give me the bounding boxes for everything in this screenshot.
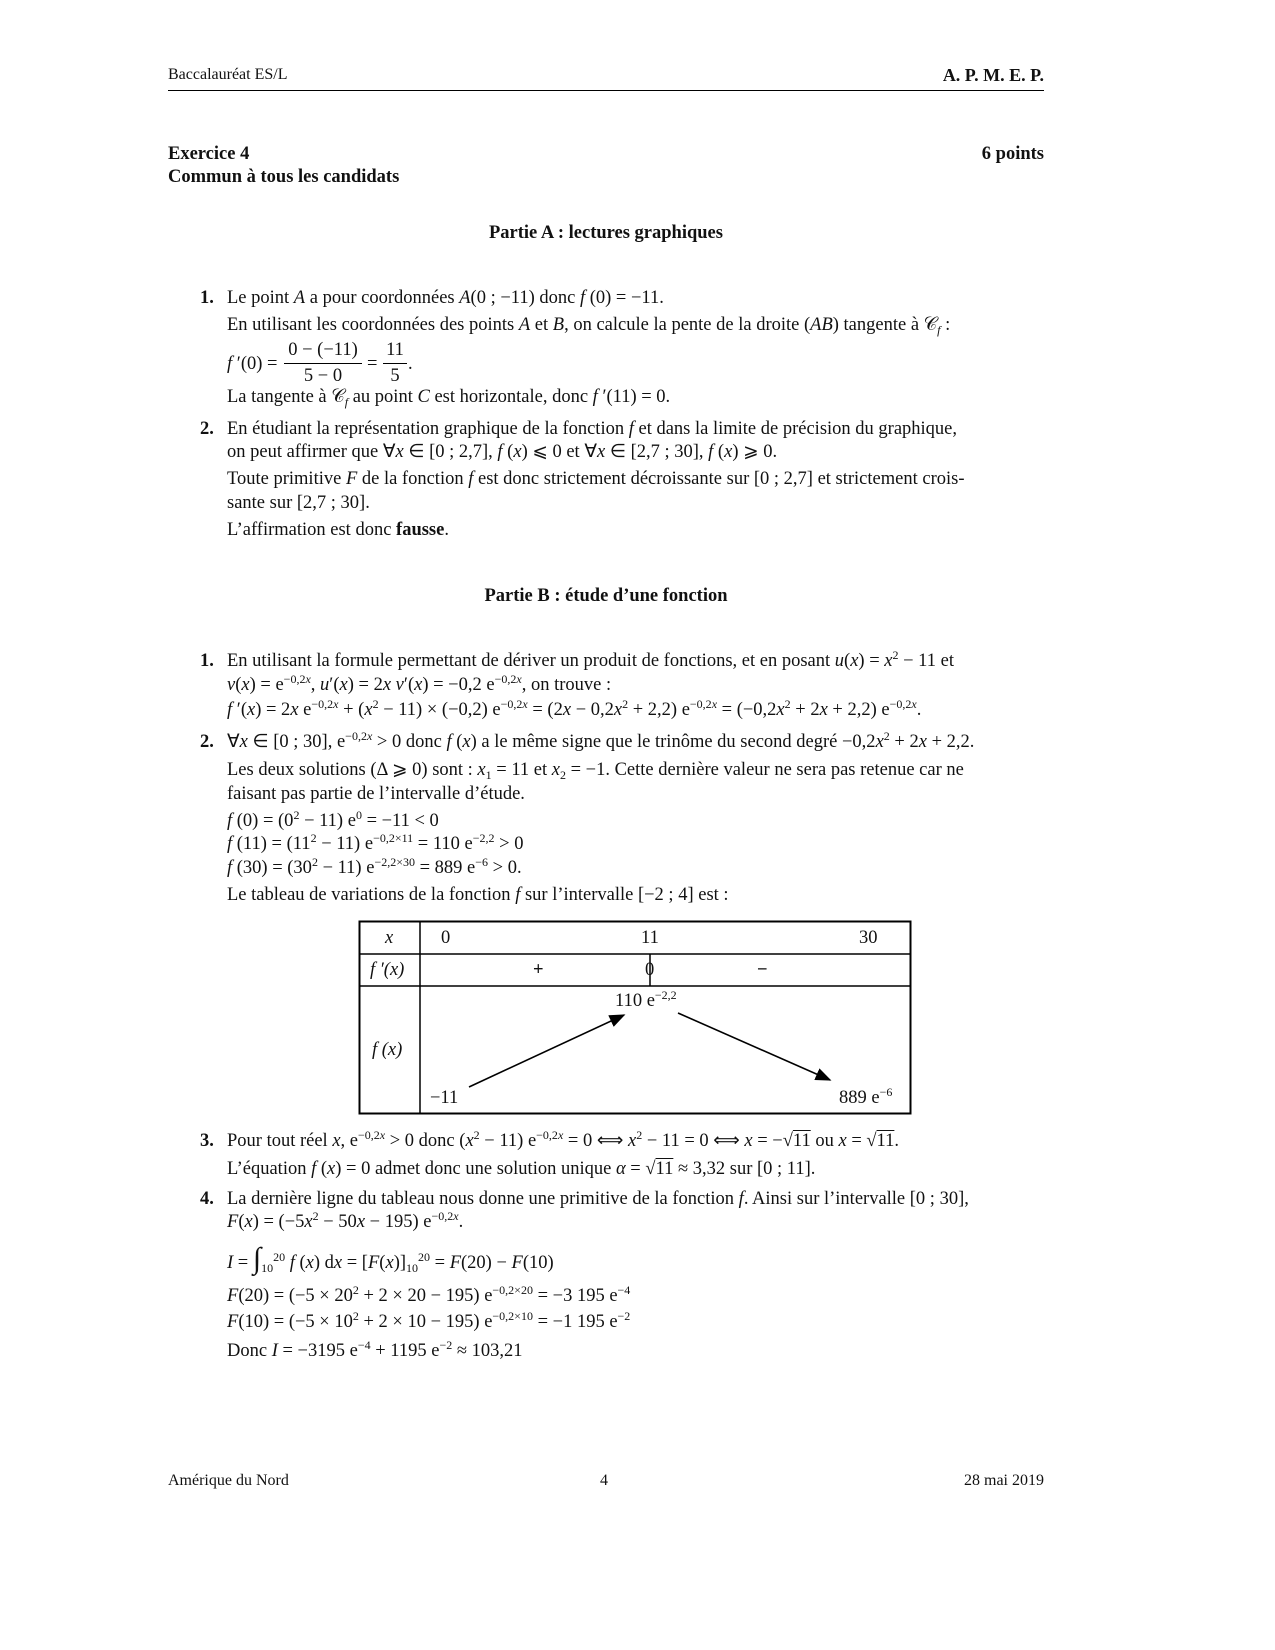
text-line: En étudiant la représentation graphique de la fonction f et dans la limite de précision du graphique,: [227, 419, 958, 439]
fraction-denominator: 5: [390, 366, 400, 386]
footer-right: 28 mai 2019: [964, 1472, 1044, 1489]
text-line: Pour tout réel x, $e^{-0,2x} > 0$ donc $(x^2 - 11) e^{-0,2x} = 0$ ⟺ $x^2 - 11 = 0$ ⟺ x = −√11 ou x = √11.: [227, 1128, 899, 1151]
table-x-value: 0: [441, 928, 451, 948]
exercise-points: 6 points: [981, 144, 1044, 164]
part-b-title: Partie B : étude d’une fonction: [484, 586, 728, 606]
end-exponent: −6: [879, 1085, 893, 1099]
header-left: Baccalauréat ES/L: [168, 66, 288, 83]
text-line: Les deux solutions (Δ ⩾ 0) sont : $x_1 = 11$ et $x_2 = -1$. Cette dernière valeur ne sera pas retenue car ne: [227, 760, 964, 782]
text-line: La dernière ligne du tableau nous donne une primitive de la fonction f. Ainsi sur l’intervalle [0 ; 30],: [227, 1189, 969, 1209]
text-line: $F(20) = (-5 \times 20^2 + 2 \times 20 - 195)$ $e^{-0,2\times 20} = -3$ 195 $e^{-4}$: [227, 1283, 631, 1306]
item-number: 2.: [200, 419, 214, 439]
text-line: on peut affirmer que ∀x ∈ [0 ; 2,7], f (x) ⩽ 0 et ∀x ∈ [2,7 ; 30], f (x) ⩾ 0.: [227, 442, 778, 462]
table-x-label: x: [385, 928, 394, 948]
text-line: Toute primitive F de la fonction f est donc strictement décroissante sur [0 ; 2,7] et strictement crois-: [227, 469, 965, 489]
text-line: f $(11) = (11^2 - 11) e^{-0,2\times 11} = 110$ $e^{-2,2} > 0$: [227, 831, 524, 854]
text-line: $v(x) = e^{-0,2x}$, u′(x) = 2x v′(x) = −0,2 $e^{-0,2x}$, on trouve :: [227, 672, 612, 695]
table-fprime-label: f ′(x): [370, 960, 405, 980]
fraction-denominator: 5 − 0: [303, 366, 343, 386]
text-line: En utilisant les coordonnées des points A et B, on calcule la pente de la droite (AB) tangente à 𝒞$_f$ :: [227, 315, 951, 337]
text-line: Donc I = −3195 $e^{-4} + 1195$ $e^{-2} \approx 103,21$: [227, 1338, 523, 1361]
text-line: $F(10) = (-5 \times 10^2 + 2 \times 10 - 195)$ $e^{-0,2\times 10} = -1$ 195 $e^{-2}$: [227, 1309, 631, 1332]
text-line: L’affirmation est donc fausse.: [227, 520, 449, 540]
text-line: f ′(x) = 2x $e^{-0,2x} + (x^2 - 11) \times (-0,2) e^{-0,2x} = (2x - 0,2x^2 + 2,2) e^{-0,2x} = (-0,2x^2 + 2x + 2,2)$ $e^{-0,2x}$.: [227, 697, 922, 720]
text-line: Le tableau de variations de la fonction f sur l’intervalle [−2 ; 4] est :: [227, 885, 729, 905]
table-sign-zero: 0: [645, 960, 655, 980]
header-right: A. P. M. E. P.: [942, 65, 1044, 85]
item-number: 1.: [200, 288, 214, 308]
table-f-value-max: [615, 990, 677, 1012]
table-x-value: 11: [641, 928, 659, 948]
text-line: f $(0) = (0^2 - 11) e^0 = -11 < 0$: [227, 808, 439, 831]
max-exponent: −2,2: [654, 988, 677, 1002]
end-base: 889 e: [839, 1088, 880, 1108]
text-line: La tangente à 𝒞$_f$ au point C est horizontale, donc f ′(11) = 0.: [227, 387, 671, 409]
table-f-value-end: [839, 1087, 892, 1109]
text-line: $F(x) = (-5x^2 - 50x - 195)$ $e^{-0,2x}$.: [227, 1209, 464, 1232]
text-line: sante sur [2,7 ; 30].: [227, 493, 370, 513]
period: .: [408, 354, 413, 374]
integral-line: $I = \int_{10}^{20}$ f (x) dx = $[F(x)]_{10}^{20} = F(20) - F(10)$: [227, 1242, 554, 1275]
equals: =: [367, 354, 378, 374]
text-line: ∀x ∈ [0 ; 30], $e^{-0,2x} > 0$ donc f (x) a le même signe que le trinôme du second degré $-0,2x^2 + 2x + 2,2$.: [227, 729, 975, 752]
fraction-numerator: 11: [386, 340, 404, 360]
item-number: 4.: [200, 1189, 214, 1209]
exercise-subtitle: Commun à tous les candidats: [168, 167, 400, 187]
table-sign-minus: −: [757, 960, 768, 980]
item-number: 3.: [200, 1131, 214, 1151]
fraction-numerator: 0 − (−11): [288, 340, 358, 360]
table-border: [360, 922, 911, 1114]
part-a-title: Partie A : lectures graphiques: [489, 223, 723, 243]
table-sign-plus: +: [533, 960, 544, 980]
fraction-lhs: f ′(0) =: [227, 354, 278, 374]
text-line: En utilisant la formule permettant de dériver un produit de fonctions, et en posant $u(x) = x^2 - 11$ et: [227, 648, 954, 671]
decreasing-arrow: [678, 1013, 830, 1080]
exercise-title: Exercice 4: [168, 144, 250, 164]
table-f-value-start: −11: [430, 1088, 459, 1108]
text-line: L’équation f (x) = 0 admet donc une solution unique α = √11 ≈ 3,32 sur [0 ; 11].: [227, 1159, 816, 1179]
table-f-label: f (x): [372, 1040, 403, 1060]
item-number: 2.: [200, 732, 214, 752]
max-base: 110 e: [615, 991, 655, 1011]
item-number: 1.: [200, 651, 214, 671]
text-line: f $(30) = (30^2 - 11) e^{-2,2\times 30} = 889$ $e^{-6} > 0$.: [227, 855, 522, 878]
text-line: faisant pas partie de l’intervalle d’étude.: [227, 784, 525, 804]
table-x-value: 30: [859, 928, 878, 948]
page-number: 4: [600, 1472, 608, 1489]
footer-left: Amérique du Nord: [168, 1472, 289, 1489]
text-line: Le point A a pour coordonnées A(0 ; −11) donc f (0) = −11.: [227, 288, 664, 308]
increasing-arrow: [469, 1015, 624, 1087]
